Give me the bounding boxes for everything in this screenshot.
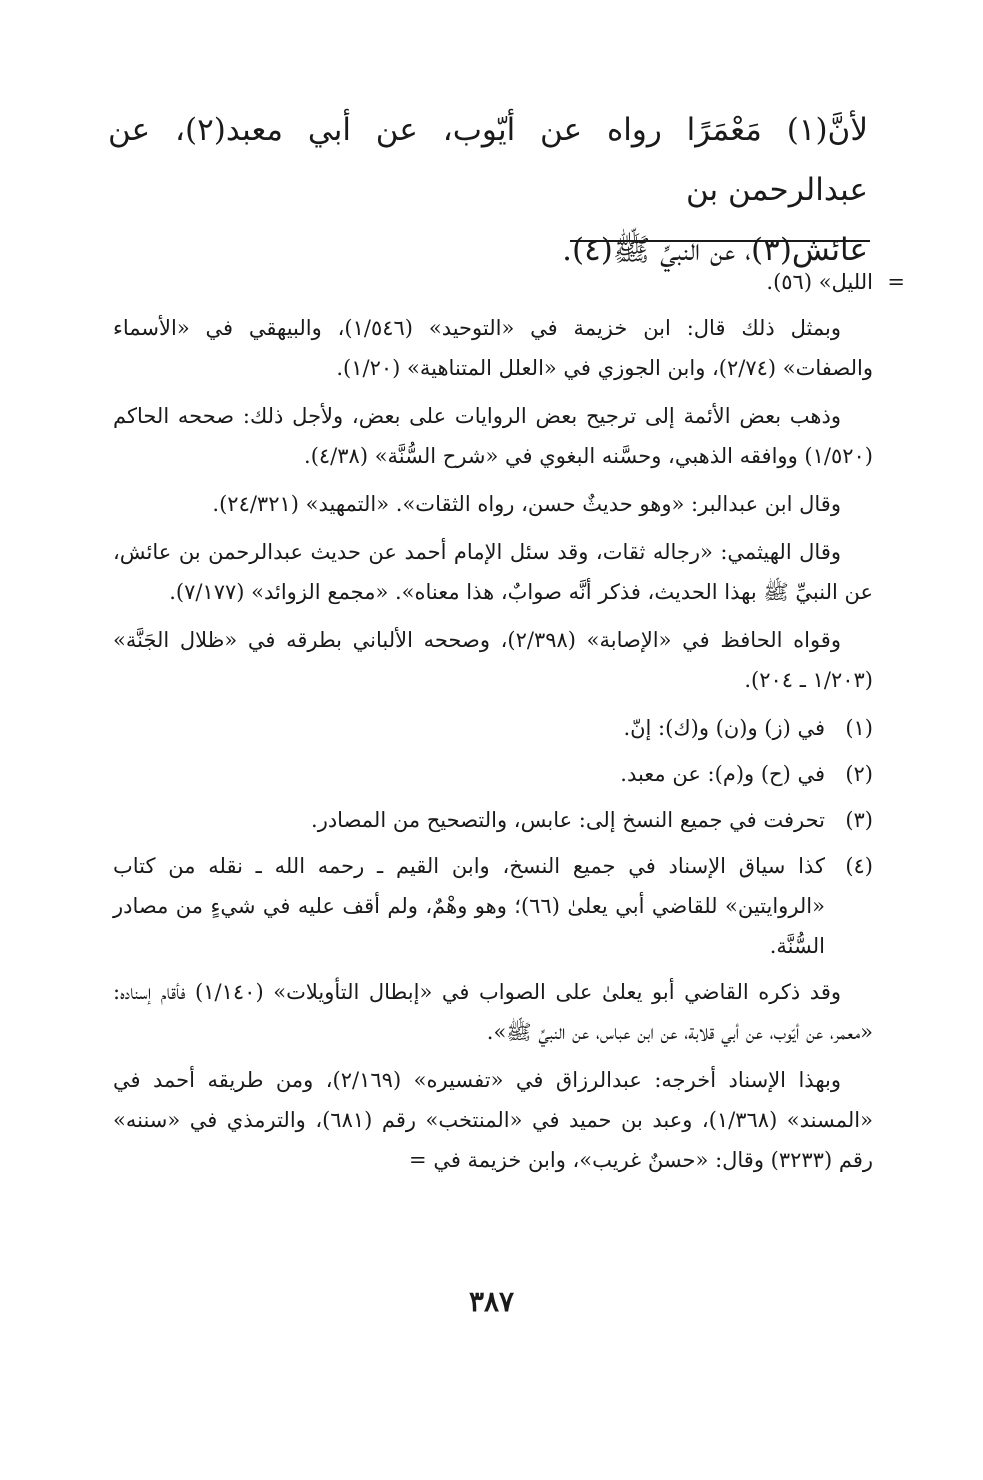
- footnote-paragraph: وقال ابن عبدالبر: «وهو حديثٌ حسن، رواه الثقات». «التمهيد» (٢٤/٣٢١).: [212, 492, 841, 516]
- footnote-item: [113, 800, 873, 840]
- footnotes: [113, 262, 905, 1188]
- footnote-number: (٣): [845, 808, 873, 832]
- footnote-item: [113, 708, 873, 748]
- main-text-line-1: لأنَّ(١) مَعْمَرًا رواه عن أيّوب، عن أبي معبد(٢)، عن عبدالرحمن بن: [108, 112, 868, 208]
- footnote-text: في (ز) و(ن) و(ك): إنّ.: [623, 716, 825, 740]
- footnote-item: [113, 754, 873, 794]
- footnote-separator: [570, 240, 870, 242]
- page-number: ٣٨٧: [468, 1285, 515, 1318]
- footnote-continuation: [113, 262, 905, 302]
- footnote-number: (٢): [845, 762, 873, 786]
- footnote-paragraph: وقال الهيثمي: «رجاله ثقات، وقد سئل الإمام أحمد عن حديث عبدالرحمن بن عائش، عن النبيِّ ﷺ بهذا الحديث، فذكر أنَّه صوابٌ، هذا معناه». «مجمع الزوائد» (٧/١٧٧).: [113, 540, 873, 604]
- footnote-paragraph: وبهذا الإسناد أخرجه: عبدالرزاق في «تفسيره» (٢/١٦٩)، ومن طريقه أحمد في «المسند» (١/٣٦٨)، وعبد بن حميد في «المنتخب» رقم (٦٨١)، والترمذي في «سننه» رقم (٣٢٣٣) وقال: «حسنٌ غريب»، وابن خزيمة في =: [113, 1068, 873, 1172]
- footnote-text: كذا سياق الإسناد في جميع النسخ، وابن القيم ـ رحمه الله ـ نقله من كتاب «الروايتين» للقاضي أبي يعلىٰ (٦٦)؛ وهو وهْمٌ، ولم أقف عليه في شيءٍ من مصادر السُّنَّة.: [113, 854, 825, 958]
- continuation-marker: =: [887, 270, 905, 294]
- main-text: [108, 100, 868, 280]
- footnote-paragraph: وقواه الحافظ في «الإصابة» (٢/٣٩٨)، وصححه الألباني بطرقه في «ظلال الجَنَّة» (١/٢٠٣ ـ ٢٠٤).: [113, 628, 873, 692]
- main-text-line-2: عائش(٣)، عن النبيِّ ﷺ(٤).: [562, 232, 868, 268]
- footnote-paragraph: وقد ذكره القاضي أبو يعلىٰ على الصواب في «إبطال التأويلات» (١/١٤٠) فأقام إسناده: «معمر، عن أيّوب، عن أبي قلابة، عن ابن عباس، عن النبيِّ ﷺ».: [113, 980, 873, 1044]
- continuation-text: الليل» (٥٦).: [766, 270, 873, 294]
- footnote-paragraph: وذهب بعض الأئمة إلى ترجيح بعض الروايات على بعض، ولأجل ذلك: صححه الحاكم (١/٥٢٠) ووافقه الذهبي، وحسَّنه البغوي في «شرح السُّنَّة» (٤/٣٨).: [113, 404, 873, 468]
- footnote-paragraph: وبمثل ذلك قال: ابن خزيمة في «التوحيد» (١/٥٤٦)، والبيهقي في «الأسماء والصفات» (٢/٧٤)، وابن الجوزي في «العلل المتناهية» (١/٢٠).: [113, 316, 873, 380]
- footnote-number: (١): [845, 716, 873, 740]
- footnote-item: [113, 846, 873, 966]
- footnote-text: تحرفت في جميع النسخ إلى: عابس، والتصحيح من المصادر.: [311, 808, 825, 832]
- footnote-number: (٤): [845, 854, 873, 878]
- footnote-text: في (ح) و(م): عن معبد.: [620, 762, 825, 786]
